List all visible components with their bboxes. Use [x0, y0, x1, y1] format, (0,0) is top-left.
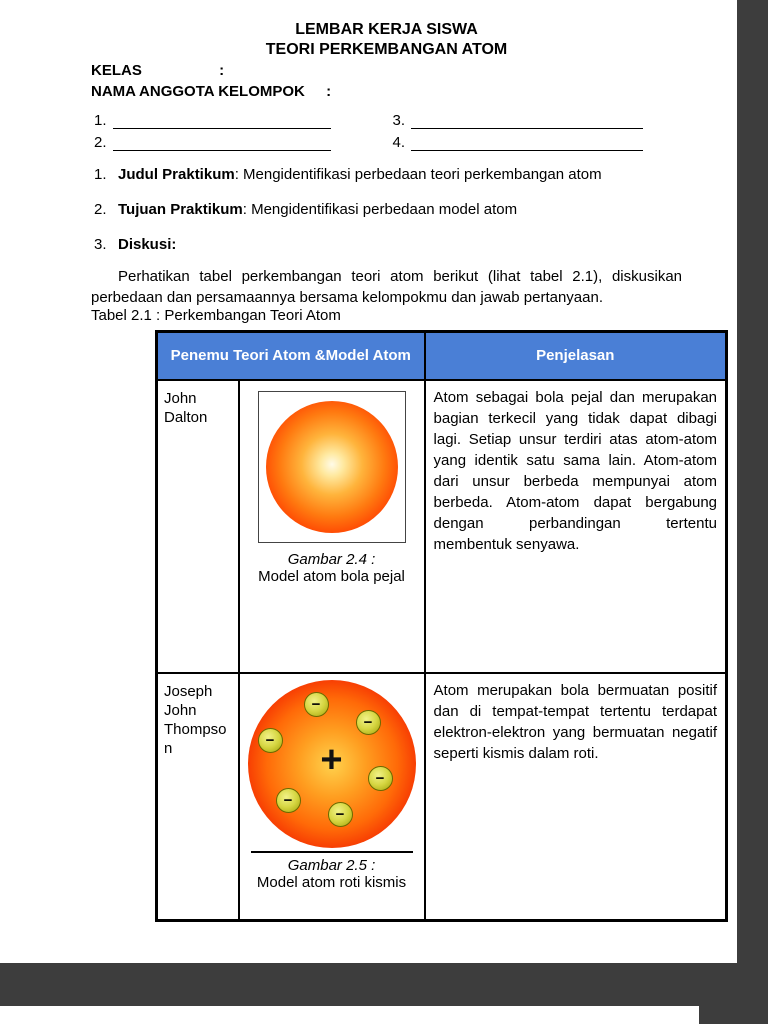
explanation-text: Atom sebagai bola pejal dan merupakan bagian terkecil yang tidak dapat dibagi lagi. Setiap unsur terdiri atas atom-atom yang identik satu sama lain. Atom-atom dari unsur berbeda mempunyai atom berbeda. Atom-atom dapat bergabung dengan perbandingan tertentu membentuk senyawa.	[425, 380, 727, 673]
list-number: 2.	[94, 201, 107, 218]
figure-label: Gambar 2.4 :	[287, 550, 376, 568]
electron-icon: −	[258, 728, 283, 753]
figure-underline	[251, 851, 413, 853]
table-caption: Tabel 2.1 : Perkembangan Teori Atom	[91, 307, 341, 324]
list-number: 3.	[94, 236, 107, 253]
title-line-1: LEMBAR KERJA SISWA	[295, 21, 478, 38]
list-item-tujuan-praktikum	[94, 201, 694, 218]
blank-number-4: 4.	[392, 134, 406, 151]
nama-anggota-field	[91, 83, 331, 100]
header-penemu-model: Penemu Teori Atom &Model Atom	[157, 332, 425, 380]
blank-number-3: 3.	[392, 112, 406, 129]
kelas-colon: :	[219, 62, 225, 79]
kelas-field	[91, 62, 224, 79]
list-item-judul-praktikum	[94, 166, 694, 183]
electron-icon: −	[356, 710, 381, 735]
header-penjelasan: Penjelasan	[425, 332, 727, 380]
blank-number-1: 1.	[94, 112, 107, 129]
title-line-2: TEORI PERKEMBANGAN ATOM	[265, 41, 508, 58]
list-item-label: Diskusi:	[118, 236, 177, 253]
plus-charge-symbol: +	[320, 738, 343, 781]
nama-label: NAMA ANGGOTA KELOMPOK	[91, 83, 305, 100]
list-number: 1.	[94, 166, 107, 183]
blank-line-3	[411, 113, 643, 129]
blank-line-1	[113, 113, 331, 129]
figure-caption: Model atom bola pejal	[258, 567, 405, 585]
list-item-text: : Mengidentifikasi perbedaan teori perkembangan atom	[234, 166, 602, 183]
electron-icon: −	[328, 802, 353, 827]
member-blanks-row-2	[94, 134, 643, 151]
scientist-name: Joseph John Thompson	[157, 673, 239, 921]
document-title	[91, 20, 682, 60]
list-item-text: : Mengidentifikasi perbedaan model atom	[242, 201, 518, 218]
dalton-model-frame	[258, 391, 406, 543]
member-blanks-row-1	[94, 112, 643, 129]
dalton-solid-sphere-image	[266, 401, 398, 533]
table-header-row	[157, 332, 727, 380]
next-page-edge	[0, 1006, 699, 1024]
figure-caption: Model atom roti kismis	[256, 873, 407, 891]
blank-line-2	[113, 135, 331, 151]
electron-icon: −	[304, 692, 329, 717]
explanation-text: Atom merupakan bola bermuatan positif dan di tempat-tempat tertentu terdapat elektron-elektron yang bermuatan negatif seperti kismis dalam roti.	[425, 673, 727, 921]
blank-line-4	[411, 135, 643, 151]
blank-number-2: 2.	[94, 134, 107, 151]
table-row-thomson	[157, 673, 727, 921]
figure-label: Gambar 2.5 :	[287, 856, 376, 874]
discussion-paragraph: Perhatikan tabel perkembangan teori atom berikut (lihat tabel 2.1), diskusikan perbedaan dan persamaannya bersama kelompokmu dan jawab pertanyaan.	[91, 268, 682, 306]
table-row-dalton	[157, 380, 727, 673]
list-item-label: Tujuan Praktikum	[118, 201, 243, 218]
thomson-model-cell	[239, 673, 425, 921]
nama-colon: :	[326, 83, 332, 100]
electron-icon: −	[368, 766, 393, 791]
atom-theory-table	[155, 330, 728, 922]
electron-icon: −	[276, 788, 301, 813]
thomson-plum-pudding-image	[248, 680, 416, 848]
dalton-model-cell	[239, 380, 425, 673]
list-item-label: Judul Praktikum	[118, 166, 235, 183]
kelas-label: KELAS	[91, 62, 142, 79]
scientist-name: John Dalton	[157, 380, 239, 673]
list-item-diskusi	[94, 236, 694, 253]
